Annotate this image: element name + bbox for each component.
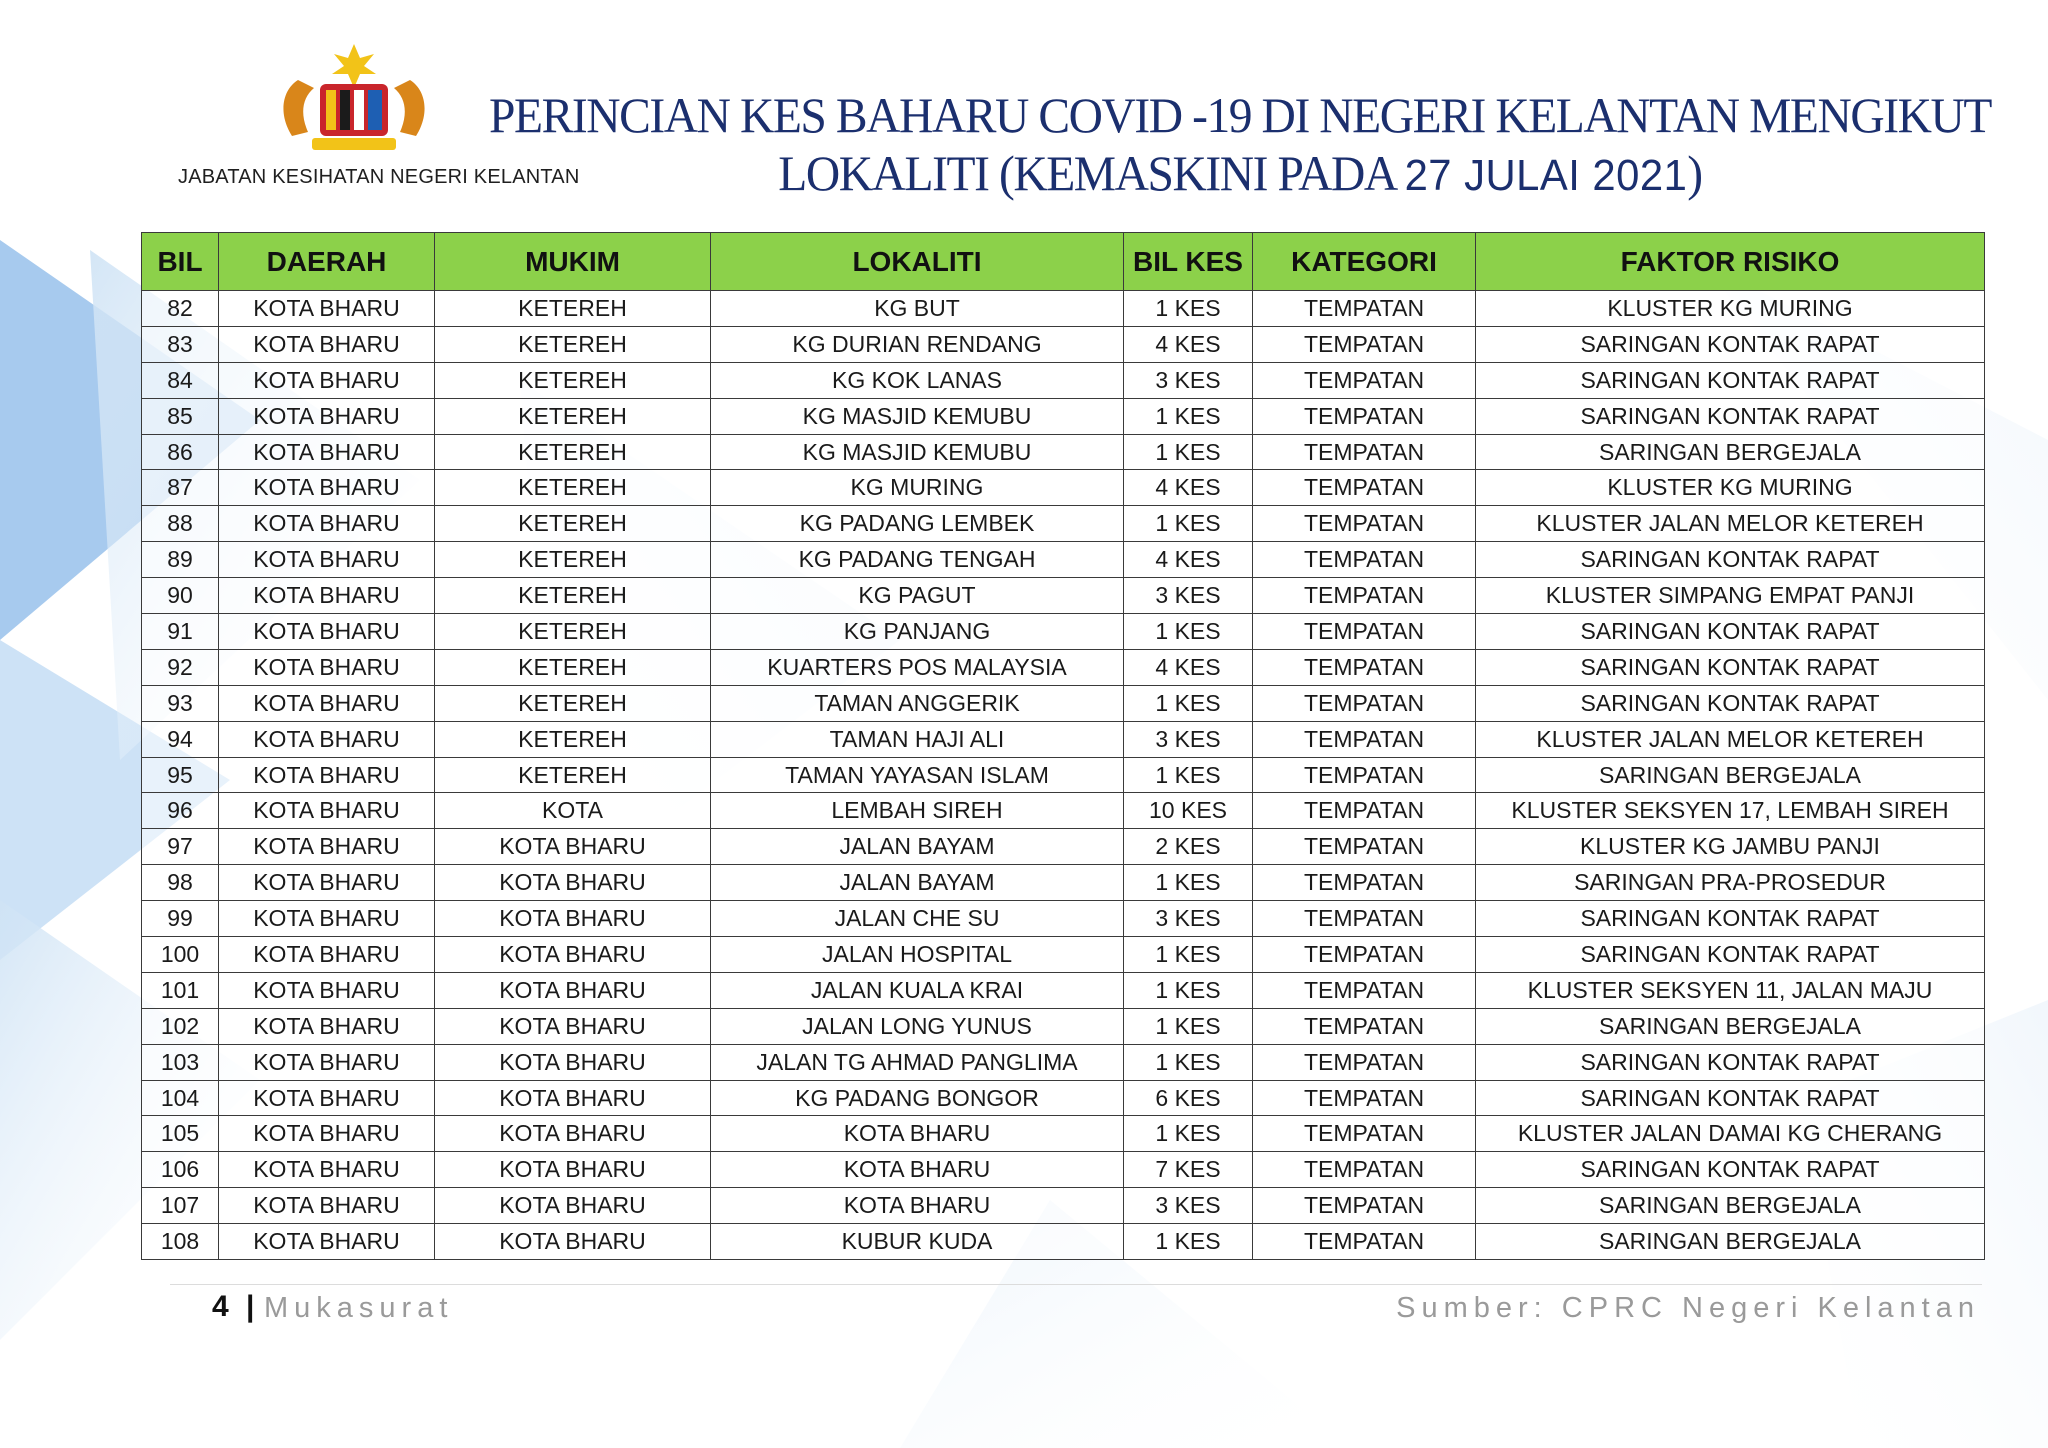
cell-mukim: KETEREH [435, 398, 711, 434]
cell-kategori: TEMPATAN [1253, 649, 1476, 685]
cell-kategori: TEMPATAN [1253, 291, 1476, 327]
cell-kategori: TEMPATAN [1253, 362, 1476, 398]
cell-bil: 106 [142, 1152, 219, 1188]
source-note: Sumber: CPRC Negeri Kelantan [1396, 1292, 1980, 1324]
cell-faktor-risiko: SARINGAN KONTAK RAPAT [1476, 398, 1985, 434]
cell-faktor-risiko: SARINGAN KONTAK RAPAT [1476, 649, 1985, 685]
cell-daerah: KOTA BHARU [219, 1008, 435, 1044]
cell-bil: 104 [142, 1080, 219, 1116]
cell-lokaliti: KG MURING [711, 470, 1124, 506]
cell-lokaliti: KOTA BHARU [711, 1152, 1124, 1188]
cell-bil-kes: 1 KES [1124, 972, 1253, 1008]
cell-mukim: KOTA BHARU [435, 865, 711, 901]
cell-kategori: TEMPATAN [1253, 829, 1476, 865]
cell-bil: 99 [142, 901, 219, 937]
cell-lokaliti: JALAN BAYAM [711, 829, 1124, 865]
cell-kategori: TEMPATAN [1253, 1116, 1476, 1152]
cell-lokaliti: KUARTERS POS MALAYSIA [711, 649, 1124, 685]
cell-kategori: TEMPATAN [1253, 1188, 1476, 1224]
cell-faktor-risiko: SARINGAN KONTAK RAPAT [1476, 685, 1985, 721]
cell-bil: 85 [142, 398, 219, 434]
cell-faktor-risiko: KLUSTER JALAN MELOR KETEREH [1476, 721, 1985, 757]
cell-mukim: KETEREH [435, 685, 711, 721]
cell-kategori: TEMPATAN [1253, 470, 1476, 506]
cell-mukim: KETEREH [435, 721, 711, 757]
cell-daerah: KOTA BHARU [219, 1224, 435, 1260]
cell-faktor-risiko: KLUSTER KG MURING [1476, 470, 1985, 506]
table-row [142, 362, 1985, 398]
cell-bil: 84 [142, 362, 219, 398]
table-row [142, 1116, 1985, 1152]
cell-lokaliti: LEMBAH SIREH [711, 793, 1124, 829]
cell-kategori: TEMPATAN [1253, 1152, 1476, 1188]
cell-daerah: KOTA BHARU [219, 1152, 435, 1188]
cell-bil-kes: 1 KES [1124, 434, 1253, 470]
table-row [142, 1224, 1985, 1260]
cell-kategori: TEMPATAN [1253, 614, 1476, 650]
cell-lokaliti: KG PADANG TENGAH [711, 542, 1124, 578]
column-header-faktor-risiko: FAKTOR RISIKO [1476, 233, 1985, 291]
cell-bil-kes: 1 KES [1124, 1044, 1253, 1080]
cell-daerah: KOTA BHARU [219, 542, 435, 578]
cell-lokaliti: KG PAGUT [711, 578, 1124, 614]
cell-mukim: KETEREH [435, 578, 711, 614]
cell-faktor-risiko: KLUSTER KG MURING [1476, 291, 1985, 327]
table-row [142, 614, 1985, 650]
cell-bil: 82 [142, 291, 219, 327]
cell-bil: 102 [142, 1008, 219, 1044]
cell-mukim: KETEREH [435, 326, 711, 362]
cell-kategori: TEMPATAN [1253, 937, 1476, 973]
cell-faktor-risiko: KLUSTER JALAN DAMAI KG CHERANG [1476, 1116, 1985, 1152]
cell-mukim: KOTA BHARU [435, 1080, 711, 1116]
table-row [142, 1188, 1985, 1224]
cell-bil: 100 [142, 937, 219, 973]
table-row [142, 649, 1985, 685]
page-number: 4 [212, 1290, 229, 1323]
cell-kategori: TEMPATAN [1253, 1008, 1476, 1044]
cell-bil-kes: 1 KES [1124, 1224, 1253, 1260]
title-date: 27 JULAI 2021 [1404, 151, 1688, 200]
cell-mukim: KETEREH [435, 649, 711, 685]
cell-bil: 93 [142, 685, 219, 721]
cell-bil-kes: 4 KES [1124, 470, 1253, 506]
column-header-mukim: MUKIM [435, 233, 711, 291]
title-line-1: PERINCIAN KES BAHARU COVID -19 DI NEGERI KELANTAN MENGIKUT [488, 87, 1992, 143]
cell-bil: 88 [142, 506, 219, 542]
cell-daerah: KOTA BHARU [219, 614, 435, 650]
table-row [142, 1008, 1985, 1044]
cell-lokaliti: KG PADANG LEMBEK [711, 506, 1124, 542]
cell-daerah: KOTA BHARU [219, 398, 435, 434]
table-row [142, 470, 1985, 506]
cell-kategori: TEMPATAN [1253, 506, 1476, 542]
cell-faktor-risiko: SARINGAN BERGEJALA [1476, 1224, 1985, 1260]
cell-mukim: KETEREH [435, 434, 711, 470]
cell-daerah: KOTA BHARU [219, 685, 435, 721]
cell-bil: 97 [142, 829, 219, 865]
cell-lokaliti: JALAN BAYAM [711, 865, 1124, 901]
table-row [142, 291, 1985, 327]
cell-daerah: KOTA BHARU [219, 1188, 435, 1224]
cell-daerah: KOTA BHARU [219, 470, 435, 506]
table-header-row [142, 233, 1985, 291]
cell-bil-kes: 7 KES [1124, 1152, 1253, 1188]
table-row [142, 793, 1985, 829]
cell-daerah: KOTA BHARU [219, 793, 435, 829]
cell-bil: 83 [142, 326, 219, 362]
cell-lokaliti: KG PANJANG [711, 614, 1124, 650]
cell-daerah: KOTA BHARU [219, 434, 435, 470]
cell-faktor-risiko: SARINGAN BERGEJALA [1476, 434, 1985, 470]
cell-lokaliti: KG PADANG BONGOR [711, 1080, 1124, 1116]
cell-daerah: KOTA BHARU [219, 865, 435, 901]
cell-mukim: KOTA BHARU [435, 1188, 711, 1224]
cell-bil: 95 [142, 757, 219, 793]
cell-bil-kes: 1 KES [1124, 685, 1253, 721]
cell-kategori: TEMPATAN [1253, 434, 1476, 470]
cell-faktor-risiko: SARINGAN KONTAK RAPAT [1476, 937, 1985, 973]
cell-lokaliti: KOTA BHARU [711, 1188, 1124, 1224]
cell-bil: 91 [142, 614, 219, 650]
cell-bil-kes: 1 KES [1124, 865, 1253, 901]
cell-bil-kes: 3 KES [1124, 721, 1253, 757]
cell-mukim: KOTA BHARU [435, 829, 711, 865]
column-header-bil: BIL [142, 233, 219, 291]
cell-faktor-risiko: SARINGAN KONTAK RAPAT [1476, 1044, 1985, 1080]
cell-faktor-risiko: SARINGAN PRA-PROSEDUR [1476, 865, 1985, 901]
cell-faktor-risiko: SARINGAN BERGEJALA [1476, 1008, 1985, 1044]
cell-lokaliti: JALAN TG AHMAD PANGLIMA [711, 1044, 1124, 1080]
cell-bil-kes: 3 KES [1124, 1188, 1253, 1224]
table-row [142, 901, 1985, 937]
cell-bil-kes: 1 KES [1124, 757, 1253, 793]
table-row [142, 578, 1985, 614]
cell-daerah: KOTA BHARU [219, 649, 435, 685]
cell-bil-kes: 6 KES [1124, 1080, 1253, 1116]
cell-bil: 105 [142, 1116, 219, 1152]
cell-bil-kes: 3 KES [1124, 362, 1253, 398]
cell-kategori: TEMPATAN [1253, 721, 1476, 757]
cell-mukim: KETEREH [435, 542, 711, 578]
cell-daerah: KOTA BHARU [219, 721, 435, 757]
cell-kategori: TEMPATAN [1253, 901, 1476, 937]
cell-bil-kes: 1 KES [1124, 1008, 1253, 1044]
column-header-bil-kes: BIL KES [1124, 233, 1253, 291]
cell-lokaliti: KG MASJID KEMUBU [711, 434, 1124, 470]
column-header-daerah: DAERAH [219, 233, 435, 291]
cell-kategori: TEMPATAN [1253, 972, 1476, 1008]
table-row [142, 685, 1985, 721]
cell-faktor-risiko: KLUSTER SEKSYEN 17, LEMBAH SIREH [1476, 793, 1985, 829]
cell-lokaliti: KG MASJID KEMUBU [711, 398, 1124, 434]
cell-daerah: KOTA BHARU [219, 901, 435, 937]
cell-bil-kes: 4 KES [1124, 649, 1253, 685]
cell-faktor-risiko: KLUSTER SIMPANG EMPAT PANJI [1476, 578, 1985, 614]
table-row [142, 937, 1985, 973]
cell-daerah: KOTA BHARU [219, 291, 435, 327]
table-row [142, 972, 1985, 1008]
cell-bil: 108 [142, 1224, 219, 1260]
cell-daerah: KOTA BHARU [219, 1080, 435, 1116]
cell-mukim: KOTA BHARU [435, 1224, 711, 1260]
table-row [142, 506, 1985, 542]
table-row [142, 542, 1985, 578]
cell-lokaliti: KG DURIAN RENDANG [711, 326, 1124, 362]
cell-lokaliti: TAMAN HAJI ALI [711, 721, 1124, 757]
title-line-2-prefix: LOKALITI (KEMASKINI PADA [778, 145, 1395, 201]
page-title [480, 86, 2000, 205]
cell-faktor-risiko: KLUSTER KG JAMBU PANJI [1476, 829, 1985, 865]
cell-faktor-risiko: SARINGAN BERGEJALA [1476, 757, 1985, 793]
column-header-lokaliti: LOKALITI [711, 233, 1124, 291]
cell-daerah: KOTA BHARU [219, 972, 435, 1008]
cell-bil: 103 [142, 1044, 219, 1080]
cell-daerah: KOTA BHARU [219, 1116, 435, 1152]
cell-bil-kes: 3 KES [1124, 901, 1253, 937]
cell-kategori: TEMPATAN [1253, 326, 1476, 362]
table-row [142, 865, 1985, 901]
cell-bil-kes: 1 KES [1124, 506, 1253, 542]
cell-faktor-risiko: KLUSTER SEKSYEN 11, JALAN MAJU [1476, 972, 1985, 1008]
cell-bil-kes: 10 KES [1124, 793, 1253, 829]
department-name: JABATAN KESIHATAN NEGERI KELANTAN [178, 166, 580, 188]
cell-bil: 87 [142, 470, 219, 506]
cell-faktor-risiko: SARINGAN KONTAK RAPAT [1476, 1152, 1985, 1188]
cell-mukim: KOTA BHARU [435, 1008, 711, 1044]
table-row [142, 398, 1985, 434]
cell-bil: 89 [142, 542, 219, 578]
cell-bil-kes: 2 KES [1124, 829, 1253, 865]
cell-kategori: TEMPATAN [1253, 398, 1476, 434]
table-row [142, 1080, 1985, 1116]
cell-lokaliti: KG KOK LANAS [711, 362, 1124, 398]
cell-mukim: KETEREH [435, 506, 711, 542]
cell-lokaliti: JALAN CHE SU [711, 901, 1124, 937]
cell-faktor-risiko: KLUSTER JALAN MELOR KETEREH [1476, 506, 1985, 542]
cell-kategori: TEMPATAN [1253, 1224, 1476, 1260]
cell-bil-kes: 1 KES [1124, 614, 1253, 650]
footer-separator: | [246, 1290, 255, 1323]
cell-kategori: TEMPATAN [1253, 578, 1476, 614]
cell-daerah: KOTA BHARU [219, 937, 435, 973]
cell-bil: 90 [142, 578, 219, 614]
cell-daerah: KOTA BHARU [219, 362, 435, 398]
cell-bil: 94 [142, 721, 219, 757]
cell-daerah: KOTA BHARU [219, 326, 435, 362]
cell-bil: 107 [142, 1188, 219, 1224]
cell-bil: 98 [142, 865, 219, 901]
title-line-2 [480, 144, 2000, 205]
cell-faktor-risiko: SARINGAN KONTAK RAPAT [1476, 1080, 1985, 1116]
cell-faktor-risiko: SARINGAN KONTAK RAPAT [1476, 614, 1985, 650]
cell-lokaliti: JALAN HOSPITAL [711, 937, 1124, 973]
cell-mukim: KOTA BHARU [435, 1152, 711, 1188]
table-row [142, 1152, 1985, 1188]
table-row [142, 757, 1985, 793]
cell-bil-kes: 1 KES [1124, 398, 1253, 434]
cell-lokaliti: KG BUT [711, 291, 1124, 327]
coat-of-arms-icon [268, 40, 440, 158]
cell-mukim: KETEREH [435, 470, 711, 506]
cell-mukim: KETEREH [435, 614, 711, 650]
cell-faktor-risiko: SARINGAN KONTAK RAPAT [1476, 542, 1985, 578]
cell-bil: 92 [142, 649, 219, 685]
table-body [142, 291, 1985, 1260]
cell-bil: 96 [142, 793, 219, 829]
table-row [142, 829, 1985, 865]
cell-faktor-risiko: SARINGAN KONTAK RAPAT [1476, 901, 1985, 937]
cell-daerah: KOTA BHARU [219, 1044, 435, 1080]
page-label: Mukasurat [264, 1292, 454, 1324]
cell-lokaliti: KOTA BHARU [711, 1116, 1124, 1152]
table-row [142, 326, 1985, 362]
cell-kategori: TEMPATAN [1253, 865, 1476, 901]
cell-lokaliti: JALAN KUALA KRAI [711, 972, 1124, 1008]
cell-bil-kes: 4 KES [1124, 326, 1253, 362]
table-row [142, 434, 1985, 470]
cell-bil-kes: 1 KES [1124, 291, 1253, 327]
cell-faktor-risiko: SARINGAN KONTAK RAPAT [1476, 326, 1985, 362]
cell-bil: 86 [142, 434, 219, 470]
table-row [142, 1044, 1985, 1080]
cell-daerah: KOTA BHARU [219, 506, 435, 542]
cell-lokaliti: TAMAN YAYASAN ISLAM [711, 757, 1124, 793]
cell-mukim: KOTA [435, 793, 711, 829]
cell-kategori: TEMPATAN [1253, 1080, 1476, 1116]
cell-daerah: KOTA BHARU [219, 829, 435, 865]
cell-mukim: KOTA BHARU [435, 972, 711, 1008]
cell-kategori: TEMPATAN [1253, 793, 1476, 829]
table-row [142, 721, 1985, 757]
cell-bil: 101 [142, 972, 219, 1008]
cell-lokaliti: KUBUR KUDA [711, 1224, 1124, 1260]
cell-mukim: KETEREH [435, 291, 711, 327]
cell-mukim: KOTA BHARU [435, 901, 711, 937]
cell-kategori: TEMPATAN [1253, 685, 1476, 721]
cell-mukim: KOTA BHARU [435, 937, 711, 973]
cell-lokaliti: JALAN LONG YUNUS [711, 1008, 1124, 1044]
title-line-2-suffix: ) [1687, 145, 1702, 201]
cell-mukim: KETEREH [435, 362, 711, 398]
cell-bil-kes: 1 KES [1124, 937, 1253, 973]
cell-kategori: TEMPATAN [1253, 1044, 1476, 1080]
cell-mukim: KOTA BHARU [435, 1116, 711, 1152]
cases-table [141, 232, 1985, 1260]
cell-kategori: TEMPATAN [1253, 757, 1476, 793]
column-header-kategori: KATEGORI [1253, 233, 1476, 291]
cell-daerah: KOTA BHARU [219, 757, 435, 793]
cell-daerah: KOTA BHARU [219, 578, 435, 614]
cell-faktor-risiko: SARINGAN KONTAK RAPAT [1476, 362, 1985, 398]
cell-bil-kes: 1 KES [1124, 1116, 1253, 1152]
cell-mukim: KETEREH [435, 757, 711, 793]
cell-lokaliti: TAMAN ANGGERIK [711, 685, 1124, 721]
cell-bil-kes: 4 KES [1124, 542, 1253, 578]
cell-mukim: KOTA BHARU [435, 1044, 711, 1080]
cell-kategori: TEMPATAN [1253, 542, 1476, 578]
cell-faktor-risiko: SARINGAN BERGEJALA [1476, 1188, 1985, 1224]
cell-bil-kes: 3 KES [1124, 578, 1253, 614]
footer-divider [170, 1284, 1982, 1285]
